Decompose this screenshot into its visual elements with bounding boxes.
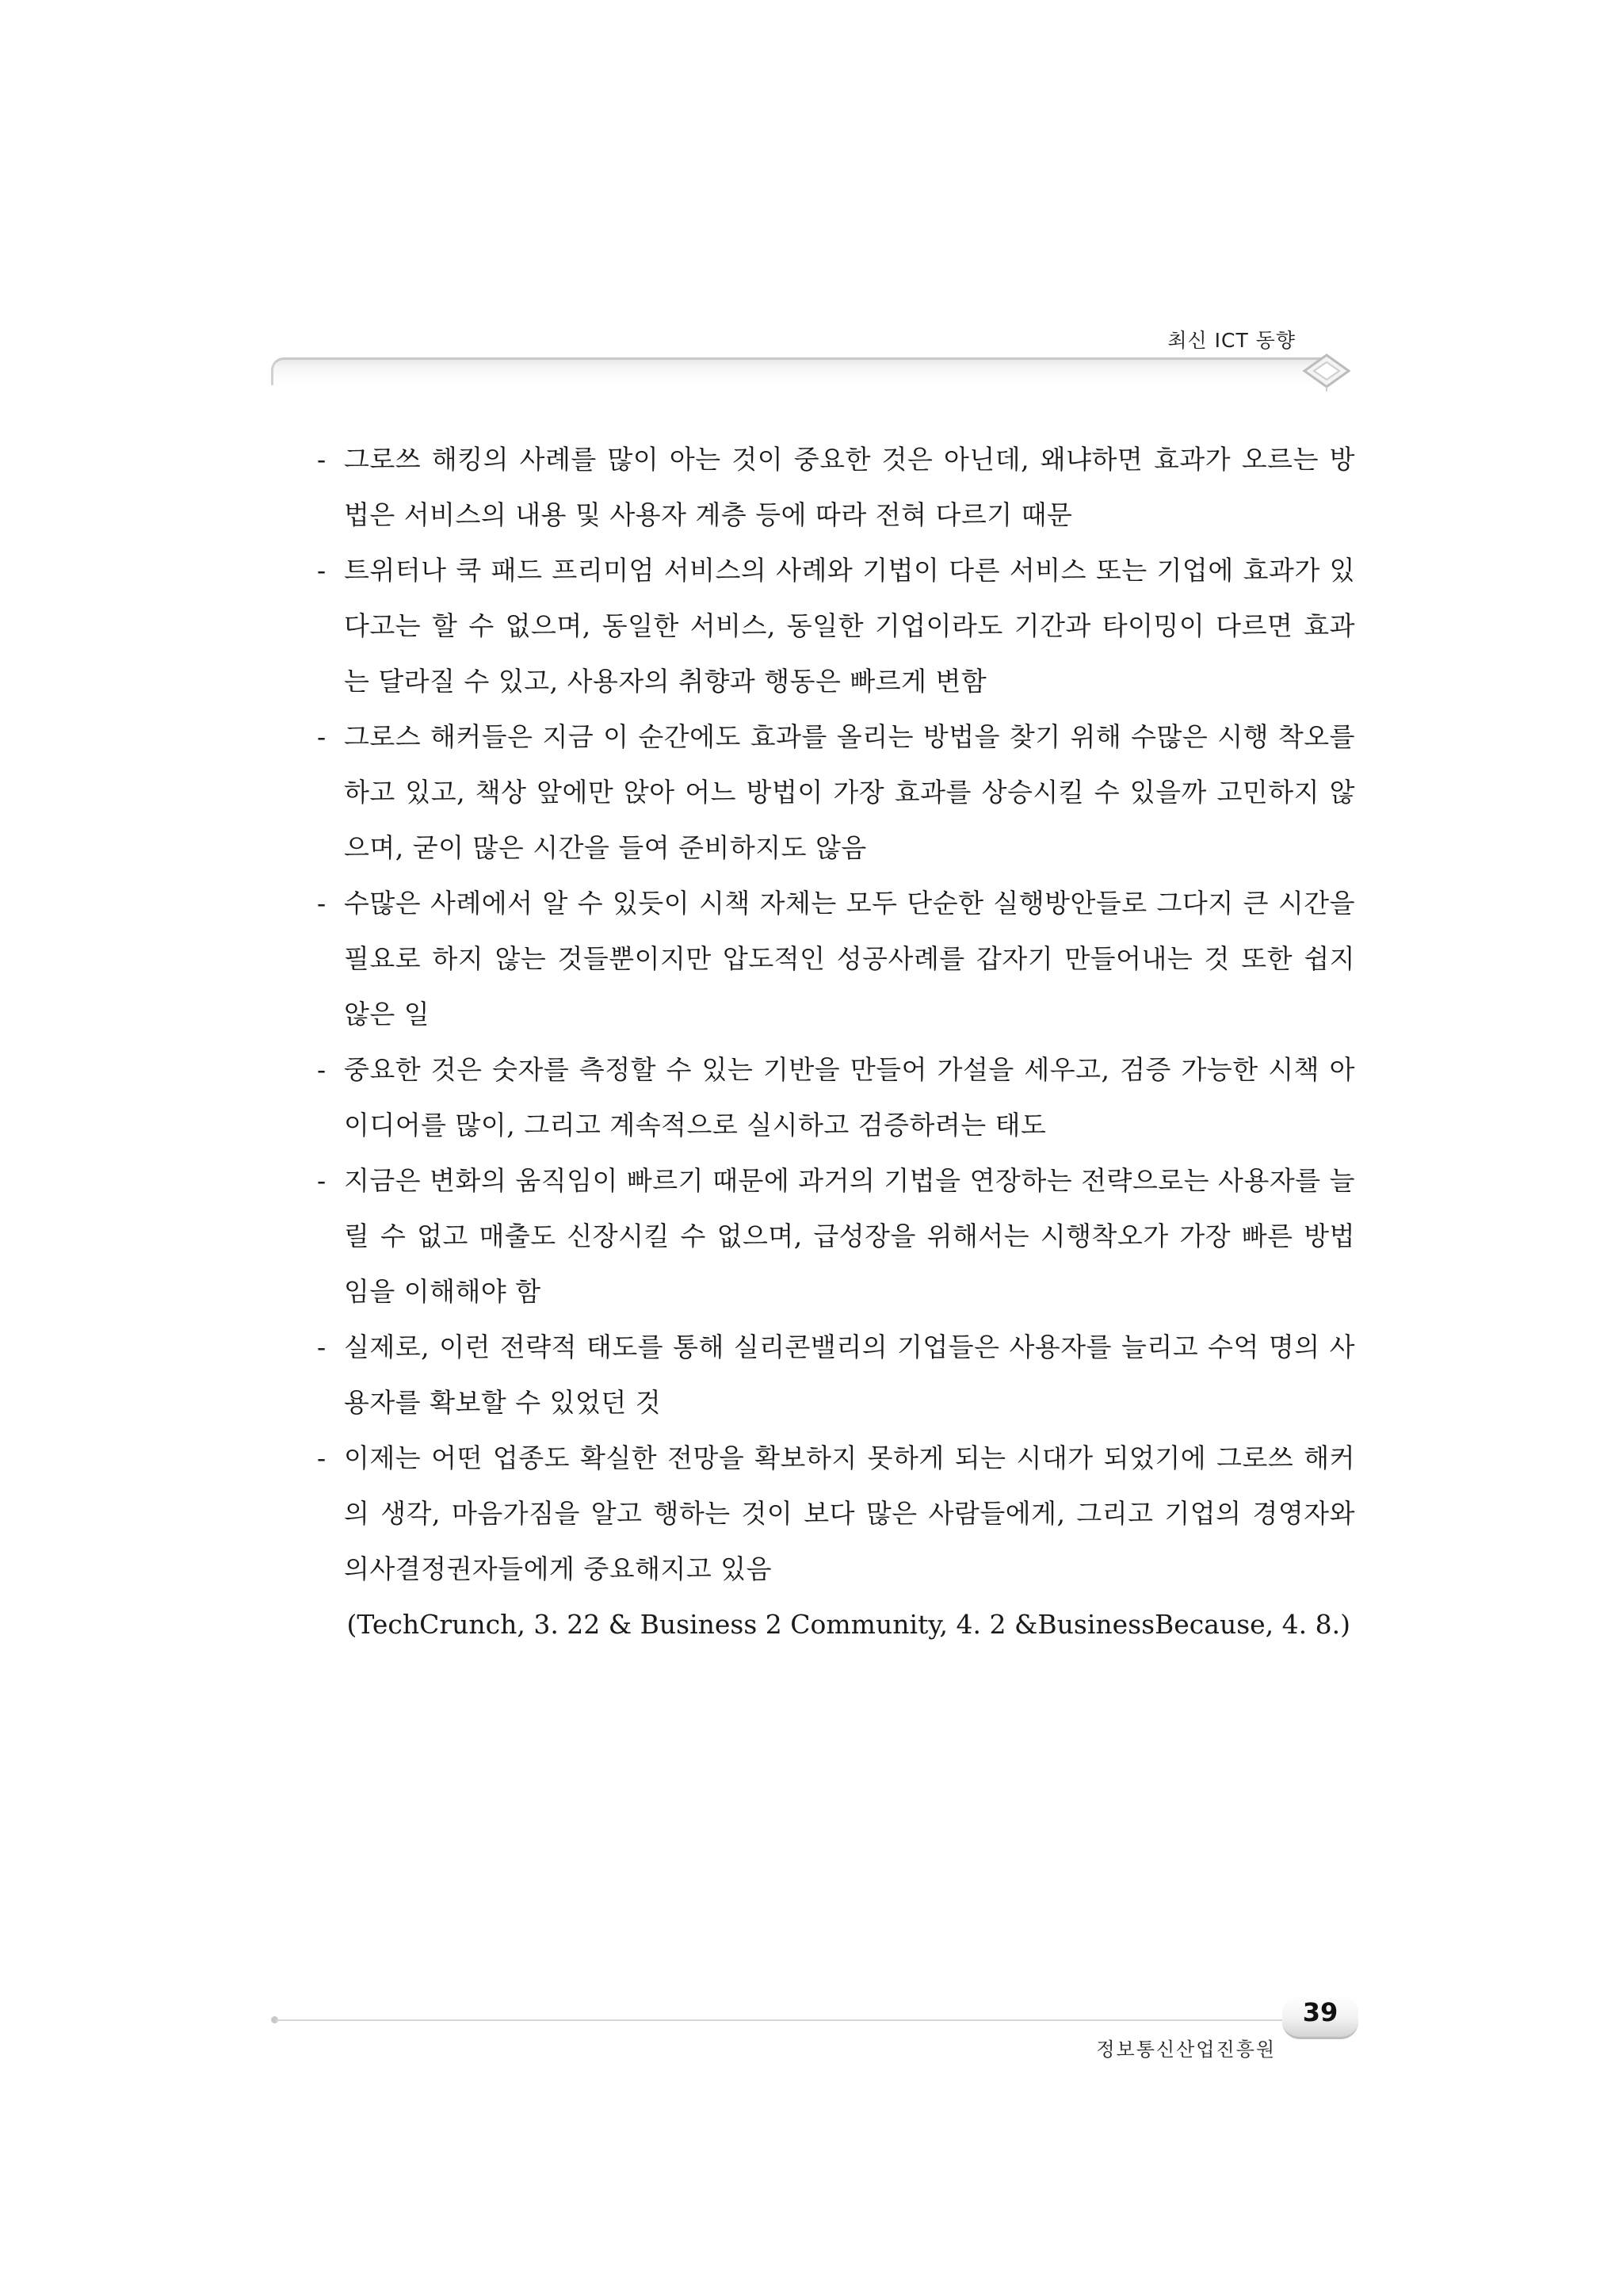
- header-ornament-icon: [1300, 347, 1355, 395]
- bullet-item: [317, 1153, 1355, 1320]
- bullet-item: [317, 1320, 1355, 1431]
- header-bar: [271, 357, 1327, 385]
- page-header-title: 최신 ICT 동향: [1167, 329, 1296, 352]
- bullet-dash: -: [317, 1165, 327, 1196]
- bullet-text: 실제로, 이런 전략적 태도를 통해 실리콘밸리의 기업들은 사용자를 늘리고 수억 명의 사용자를 확보할 수 있었던 것: [344, 1331, 1355, 1418]
- bullet-text: 이제는 어떤 업종도 확실한 전망을 확보하지 못하게 되는 시대가 되었기에 그로쓰 해커의 생각, 마음가짐을 알고 행하는 것이 보다 많은 사람들에게, 그리고 기업의 경영자와 의사결정권자들에게 중요해지고 있음: [344, 1442, 1355, 1584]
- bullet-item: [317, 1042, 1355, 1153]
- bullet-text: 중요한 것은 숫자를 측정할 수 있는 기반을 만들어 가설을 세우고, 검증 가능한 시책 아이디어를 많이, 그리고 계속적으로 실시하고 검증하려는 태도: [344, 1054, 1355, 1140]
- body-content: [317, 432, 1355, 1652]
- bullet-dash: -: [317, 888, 327, 919]
- bullet-text: 그로스 해커들은 지금 이 순간에도 효과를 올리는 방법을 찾기 위해 수많은 시행 착오를 하고 있고, 책상 앞에만 앉아 어느 방법이 가장 효과를 상승시킬 수 있을까 고민하지 않으며, 굳이 많은 시간을 들여 준비하지도 않음: [344, 721, 1355, 863]
- footer-line: [276, 2019, 1282, 2021]
- page-number: 39: [1302, 1997, 1338, 2027]
- bullet-dash: -: [317, 555, 327, 586]
- bullet-dash: -: [317, 721, 327, 752]
- footer-organization: 정보통신산업진흥원: [1096, 2038, 1276, 2061]
- bullet-item: [317, 1431, 1355, 1597]
- bullet-text: 트위터나 쿡 패드 프리미엄 서비스의 사례와 기법이 다른 서비스 또는 기업에 효과가 있다고는 할 수 없으며, 동일한 서비스, 동일한 기업이라도 기간과 타이밍이 다르면 효과는 달라질 수 있고, 사용자의 취향과 행동은 빠르게 변함: [344, 555, 1355, 697]
- bullet-text: 그로쓰 해킹의 사례를 많이 아는 것이 중요한 것은 아닌데, 왜냐하면 효과가 오르는 방법은 서비스의 내용 및 사용자 계층 등에 따라 전혀 다르기 때문: [344, 444, 1355, 530]
- source-citation: (TechCrunch, 3. 22 & Business 2 Community, 4. 2 &BusinessBecause, 4. 8.): [346, 1609, 1350, 1640]
- bullet-dash: -: [317, 1331, 327, 1362]
- bullet-item: [317, 709, 1355, 876]
- bullet-text: 지금은 변화의 움직임이 빠르기 때문에 과거의 기법을 연장하는 전략으로는 사용자를 늘릴 수 없고 매출도 신장시킬 수 없으며, 급성장을 위해서는 시행착오가 가장 빠른 방법임을 이해해야 함: [344, 1165, 1355, 1307]
- bullet-dash: -: [317, 444, 327, 475]
- bullet-dash: -: [317, 1054, 327, 1085]
- bullet-item: [317, 432, 1355, 543]
- bullet-text: 수많은 사례에서 알 수 있듯이 시책 자체는 모두 단순한 실행방안들로 그다지 큰 시간을 필요로 하지 않는 것들뿐이지만 압도적인 성공사례를 갑자기 만들어내는 것 또한 쉽지 않은 일: [344, 888, 1355, 1030]
- bullet-item: [317, 543, 1355, 709]
- bullet-dash: -: [317, 1442, 327, 1473]
- bullet-item: [317, 876, 1355, 1042]
